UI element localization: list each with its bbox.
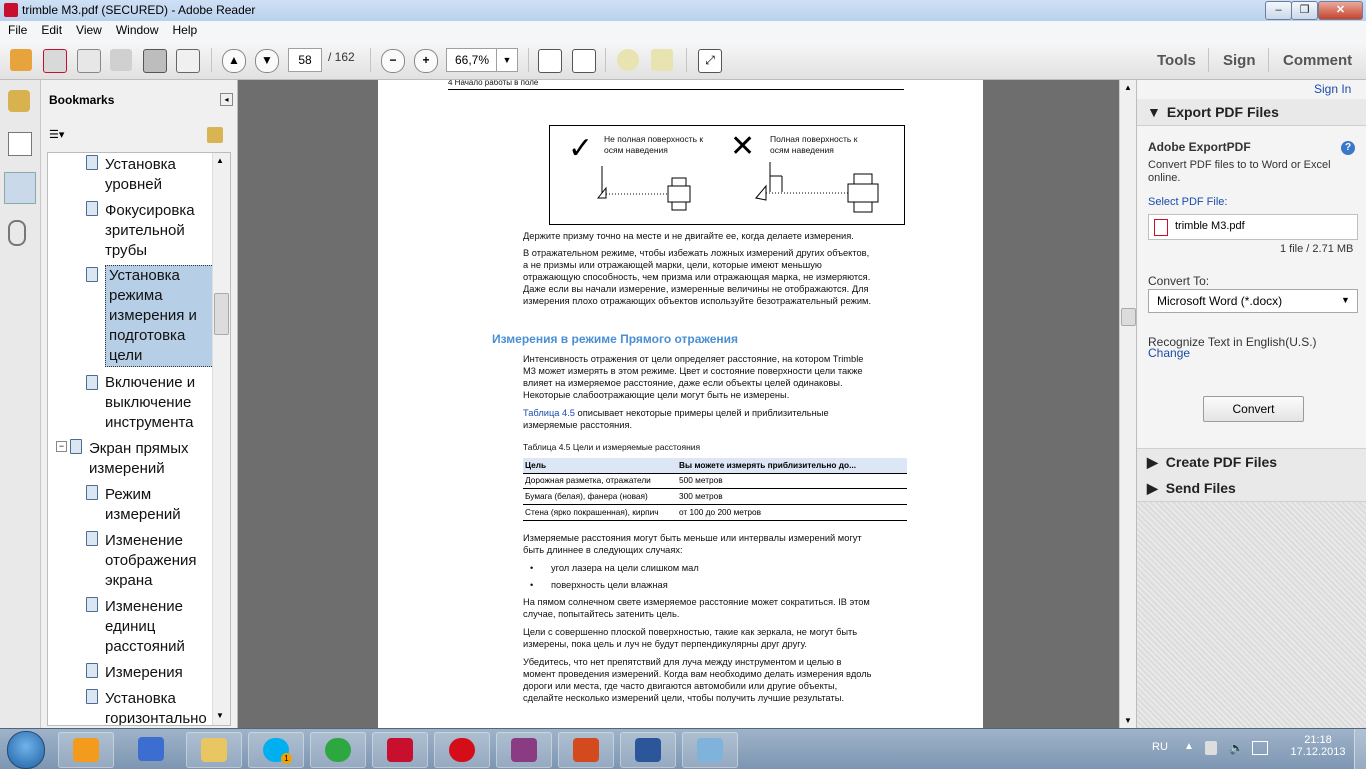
select-pdf-label: Select PDF File:: [1148, 196, 1228, 208]
zoom-level-input[interactable]: 66,7%: [446, 48, 498, 72]
device-icon[interactable]: [1205, 741, 1217, 755]
bookmark-item[interactable]: Включение и выключение инструмента: [105, 374, 196, 431]
next-page-icon[interactable]: ▼: [255, 49, 279, 73]
start-button[interactable]: [7, 731, 45, 769]
bookmark-item[interactable]: Фокусировка зрительной трубы: [105, 202, 195, 259]
selected-file-box[interactable]: [1148, 214, 1358, 240]
taskbar-skype[interactable]: [248, 732, 304, 768]
bullet-item: угол лазера на цели слишком мал: [551, 563, 699, 573]
sticky-note-icon[interactable]: [617, 49, 639, 71]
table-row: Дорожная разметка, отражатели 500 метров: [523, 473, 907, 489]
page-number-input[interactable]: 58: [288, 48, 322, 72]
network-icon[interactable]: [1252, 741, 1268, 755]
taskbar-paint[interactable]: [124, 732, 178, 766]
toolbar-separator: [370, 48, 371, 72]
scroll-up-icon[interactable]: ▲: [1124, 83, 1132, 92]
save-icon[interactable]: [110, 49, 132, 71]
figure-box: [549, 125, 905, 225]
show-hidden-icons-icon[interactable]: ▲: [1184, 741, 1194, 752]
powerpoint-icon: [573, 738, 599, 762]
taskbar-mail-agent[interactable]: [310, 732, 366, 768]
full-screen-icon[interactable]: ⤢: [698, 49, 722, 73]
tools-button[interactable]: Tools: [1157, 52, 1196, 69]
page-thumbnails-icon[interactable]: [8, 132, 32, 156]
previous-page-icon[interactable]: ▲: [222, 49, 246, 73]
bookmarks-title: Bookmarks: [49, 93, 115, 107]
menu-view[interactable]: View: [76, 23, 102, 37]
taskbar-photo-viewer[interactable]: [682, 732, 738, 768]
menu-file[interactable]: File: [8, 23, 28, 37]
bullet-item: поверхность цели влажная: [551, 580, 668, 590]
figure-diagram: [550, 126, 904, 224]
scroll-up-icon[interactable]: ▲: [216, 156, 224, 165]
menu-window[interactable]: Window: [115, 23, 159, 37]
page-header: 4 Начало работы в поле: [448, 80, 539, 87]
convert-to-value: Microsoft Word (*.docx): [1157, 294, 1283, 308]
media-player-icon: [73, 738, 99, 762]
scroll-thumb[interactable]: [214, 293, 229, 335]
figure-right-label: Полная поверхность к осям наведения: [770, 134, 858, 155]
folder-icon: [201, 738, 227, 762]
toolbar-separator: [211, 48, 212, 72]
bookmark-icon: [86, 663, 98, 678]
volume-icon[interactable]: 🔈: [1229, 741, 1244, 755]
table-header-cell: Вы можете измерять приблизительно до...: [679, 460, 857, 470]
bullet-icon: •: [530, 580, 534, 590]
attachments-icon[interactable]: [8, 220, 26, 246]
bookmark-item[interactable]: Установка горизонтально: [105, 690, 207, 726]
convert-button[interactable]: Convert: [1203, 396, 1304, 422]
bookmark-icon: [70, 439, 82, 454]
bookmarks-panel: [41, 80, 238, 728]
zoom-in-icon[interactable]: +: [414, 49, 438, 73]
paragraph-5: Измеряемые расстояния могут быть меньше или интервалы измерений могут быть длиннее в следующих случаях:: [523, 533, 862, 555]
opera-icon: [449, 738, 475, 762]
bookmark-icon: [86, 485, 98, 500]
convert-to-select[interactable]: [1148, 289, 1358, 313]
table-row: Стена (ярко покрашенная), кирпич от 100 до 200 метров: [523, 505, 907, 521]
change-link[interactable]: Change: [1148, 346, 1191, 360]
toolbar-separator: [605, 48, 606, 72]
title-bar: [0, 0, 1366, 22]
collapsed-arrow-icon: ▶: [1147, 454, 1158, 470]
section-heading: Измерения в режиме Прямого отражения: [492, 332, 739, 346]
photo-viewer-icon: [697, 738, 723, 762]
email-icon[interactable]: [176, 49, 200, 73]
skype-badge: 1: [281, 753, 292, 764]
scroll-thumb[interactable]: [1121, 308, 1136, 326]
table-caption: Таблица 4.5 Цели и измеряемые расстояния: [523, 442, 701, 452]
menu-help[interactable]: Help: [172, 23, 198, 37]
collapse-node-icon[interactable]: −: [56, 441, 67, 452]
open-icon[interactable]: [10, 49, 32, 71]
paragraph-7: Цели с совершенно плоской поверхностью, такие как зеркала, не могут быть измерены, пока цель и луч не будут перпендикулярны друг другу.: [523, 627, 858, 649]
scroll-down-icon[interactable]: ▼: [1124, 716, 1132, 725]
comment-button[interactable]: Comment: [1283, 52, 1353, 69]
right-pane: [1136, 80, 1366, 728]
edit-icon[interactable]: [77, 49, 101, 73]
collapsed-arrow-icon: ▶: [1147, 480, 1158, 496]
language-indicator[interactable]: RU: [1152, 741, 1168, 753]
selected-file-name: trimble M3.pdf: [1175, 220, 1245, 232]
help-icon[interactable]: ?: [1341, 141, 1355, 155]
fit-page-icon[interactable]: [572, 49, 596, 73]
adobe-reader-icon: [387, 738, 413, 762]
paragraph-6: На пямом солнечном свете измеряемое расстояние может сократиться. IВ этом случае, попытайтесь затенить цель.: [523, 597, 870, 619]
show-desktop-button[interactable]: [1354, 729, 1366, 769]
navigation-pane-strip: [0, 80, 41, 728]
mail-agent-icon: [325, 738, 351, 762]
bookmark-options-icon[interactable]: ☰▾: [49, 129, 65, 141]
bookmark-icon: [86, 267, 98, 282]
bookmarks-scrollbar[interactable]: [212, 153, 230, 725]
chevron-down-icon: ▼: [1341, 295, 1350, 305]
minimize-button[interactable]: –: [1265, 1, 1292, 20]
lock-icon[interactable]: [8, 90, 30, 112]
bookmark-item[interactable]: Изменение единиц расстояний: [105, 598, 185, 655]
adobe-reader-icon: [4, 3, 18, 17]
clock[interactable]: 21:18 17.12.2013: [1290, 734, 1346, 758]
create-pdf-header[interactable]: ▶ Create PDF Files: [1137, 448, 1366, 476]
paragraph-2: В отражательном режиме, чтобы избежать ложных измерений других объектов, а не призмы или отражающей марки, цели, которые имеют меньшую отражающую способность, чем призма или отражающая марка, не измеряются. Даже если вы начали измерение, измеренные величины не отображаются. Для измерения плохо отражающих объектов используйте безотражательный режим.: [523, 248, 872, 306]
restore-button[interactable]: ❐: [1291, 1, 1318, 20]
print-icon[interactable]: [143, 49, 167, 73]
taskbar-explorer[interactable]: [186, 732, 242, 768]
toolbar-separator: [1268, 48, 1269, 72]
toolbar-separator: [528, 48, 529, 72]
page-total: / 162: [328, 50, 355, 64]
zoom-out-icon[interactable]: −: [381, 49, 405, 73]
taskbar-adobe-reader[interactable]: [372, 732, 428, 768]
taskbar-winrar[interactable]: [496, 732, 552, 768]
bookmark-icon: [86, 201, 98, 216]
bookmark-icon: [86, 531, 98, 546]
zoom-dropdown-icon[interactable]: ▼: [496, 48, 518, 72]
menu-edit[interactable]: Edit: [41, 23, 63, 37]
table-header-row: [523, 458, 907, 474]
table-link[interactable]: Таблица 4.5: [523, 408, 575, 418]
taskbar: [0, 728, 1366, 769]
bookmark-icon: [86, 375, 98, 390]
bookmark-item[interactable]: Изменение отображения экрана: [105, 532, 197, 589]
export-description: Convert PDF files to to Word or Excel online.: [1148, 159, 1331, 184]
expanded-arrow-icon: ▼: [1147, 104, 1161, 120]
bookmark-item-selected[interactable]: Установка режима измерения и подготовка цели: [105, 265, 218, 367]
table-row: Бумага (белая), фанера (новая) 300 метров: [523, 489, 907, 505]
toolbar-separator: [686, 48, 687, 72]
bookmark-icon: [86, 155, 98, 170]
table-header-cell: Цель: [525, 460, 547, 470]
bookmark-item[interactable]: Режим измерений: [105, 486, 181, 523]
paint-icon: [138, 737, 164, 761]
collapse-panel-icon[interactable]: ◂: [220, 93, 233, 106]
paragraph-3: Интенсивность отражения от цели определяет расстояние, на котором Trimble M3 может измерять в этом режиме. Цвет и состояние поверхности цели также влияет на измеряемое расстояние, даже если объекты целей одинаковы. Некоторые слабоотражающие цели могут быть не измерены.: [523, 354, 864, 400]
sign-in-link[interactable]: Sign In: [1314, 82, 1352, 96]
menu-bar: [0, 21, 1366, 42]
paragraph-8: Убедитесь, что нет препятствий для луча между инструментом и целью в момент проведения измерений. Когда вам необходимо делать измерения вдоль дороги или места, где часто двигаются автомобили или другие объекты, сделайте несколько измерений цели, чтобы получить лучшие результаты.: [523, 657, 872, 703]
taskbar-powerpoint[interactable]: [558, 732, 614, 768]
pdf-file-icon: [1154, 219, 1168, 236]
toolbar: [0, 41, 1366, 80]
send-files-header[interactable]: ▶ Send Files: [1137, 475, 1366, 502]
highlight-icon[interactable]: [651, 49, 673, 71]
winrar-icon: [511, 738, 537, 762]
bookmarks-icon[interactable]: [4, 172, 36, 204]
taskbar-media-player[interactable]: [58, 732, 114, 768]
convert-to-label: Convert To:: [1148, 274, 1210, 288]
export-pdf-header[interactable]: ▼ Export PDF Files: [1137, 99, 1366, 126]
document-scrollbar[interactable]: [1119, 80, 1137, 728]
window-title: trimble M3.pdf (SECURED) - Adobe Reader: [22, 3, 256, 17]
close-button[interactable]: ✕: [1318, 1, 1363, 20]
cross-mark-icon: ✕: [730, 130, 756, 163]
bullet-icon: •: [530, 563, 534, 573]
bookmark-item[interactable]: Измерения: [105, 664, 183, 681]
bookmark-icon: [86, 597, 98, 612]
empty-pane-area: [1137, 502, 1366, 728]
document-area: [238, 80, 1118, 728]
scroll-mode-icon[interactable]: [538, 49, 562, 73]
paragraph-1: Держите призму точно на месте и не двигайте ее, когда делаете измерения.: [523, 231, 854, 241]
bookmark-item[interactable]: Установка уровней: [105, 156, 176, 193]
create-pdf-icon[interactable]: [43, 49, 67, 73]
word-icon: [635, 738, 661, 762]
sign-button[interactable]: Sign: [1223, 52, 1256, 69]
recognize-text: Recognize Text in English(U.S.): [1148, 335, 1317, 349]
check-mark-icon: ✓: [568, 132, 594, 165]
pdf-page: [378, 80, 983, 728]
toolbar-separator: [1208, 48, 1209, 72]
bookmark-icon: [86, 689, 98, 704]
figure-left-label: Не полная поверхность к осям наведения: [604, 134, 704, 155]
scroll-down-icon[interactable]: ▼: [216, 711, 224, 720]
bookmark-item[interactable]: Экран прямых измерений: [89, 440, 189, 477]
bookmarks-list: [47, 152, 231, 726]
taskbar-opera[interactable]: [434, 732, 490, 768]
expand-bookmark-icon[interactable]: [207, 127, 223, 143]
paragraph-4: Таблица 4.5 описывает некоторые примеры целей и приблизительные измеряемые расстояния.: [523, 408, 829, 430]
taskbar-word[interactable]: [620, 732, 676, 768]
export-title: Adobe ExportPDF: [1148, 140, 1251, 154]
file-info: 1 file / 2.71 MB: [1280, 243, 1354, 255]
header-rule: [448, 89, 904, 90]
